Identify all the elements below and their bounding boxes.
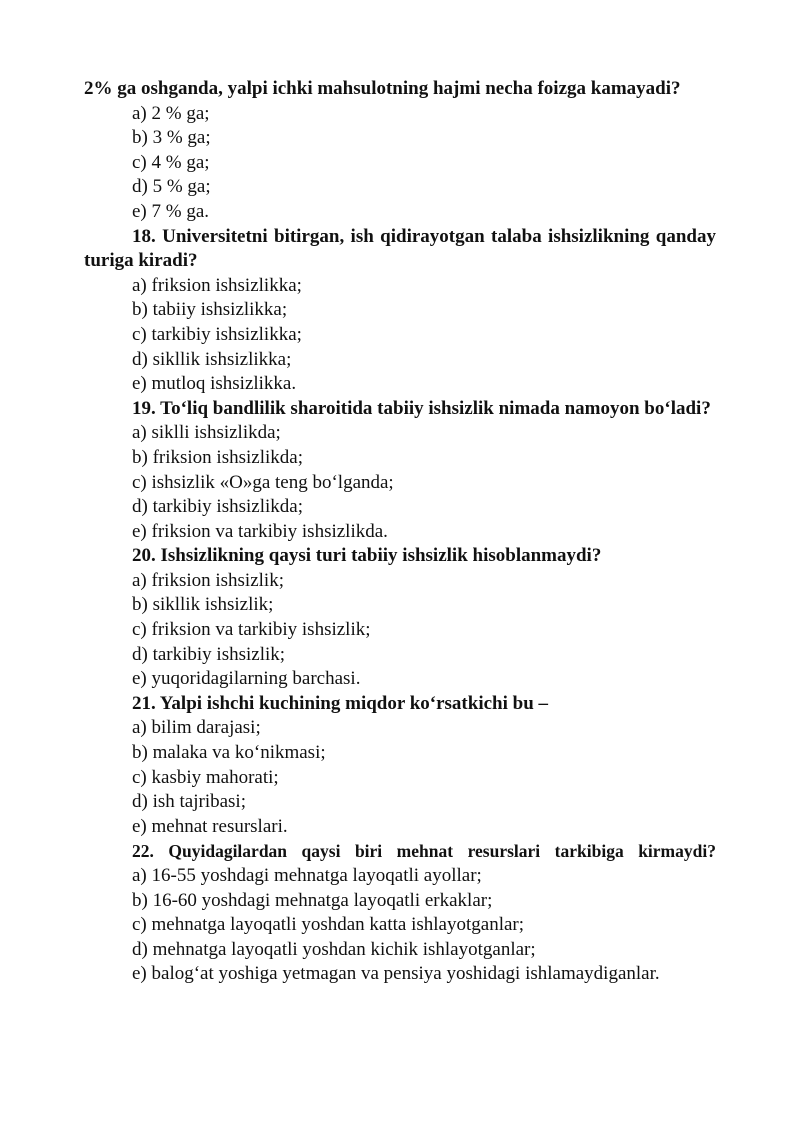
option-19-c: c) ishsizlik «O»ga teng bo‘lganda; [132, 471, 394, 493]
option-20-d: d) tarkibiy ishsizlik; [132, 643, 286, 665]
option-20-c: c) friksion va tarkibiy ishsizlik; [132, 619, 371, 641]
question-18: 18. Universitetni bitirgan, ish qidirayotgan talaba ishsizlikning qanday turiga kiradi? [84, 225, 716, 272]
question-19: 19. To‘liq bandlilik sharoitida tabiiy ishsizlik nimada namoyon bo‘ladi? [132, 397, 711, 419]
option-20-b: b) sikllik ishsizlik; [132, 594, 274, 616]
option-17-b: b) 3 % ga; [132, 127, 211, 149]
option-22-c: c) mehnatga layoqatli yoshdan katta ishlayotganlar; [132, 914, 525, 936]
question-list [84, 77, 716, 987]
option-18-d: d) sikllik ishsizlikka; [132, 348, 292, 370]
option-21-e: e) mehnat resurslari. [132, 815, 288, 837]
question-20: 20. Ishsizlikning qaysi turi tabiiy ishsizlik hisoblanmaydi? [132, 545, 602, 567]
option-21-d: d) ish tajribasi; [132, 791, 246, 813]
question-21: 21. Yalpi ishchi kuchining miqdor ko‘rsatkichi bu – [132, 692, 549, 714]
option-17-a: a) 2 % ga; [132, 102, 210, 124]
option-19-e: e) friksion va tarkibiy ishsizlikda. [132, 520, 388, 542]
option-17-e: e) 7 % ga. [132, 200, 210, 222]
option-22-a: a) 16-55 yoshdagi mehnatga layoqatli ayollar; [132, 865, 482, 886]
question-22: 22. Quyidagilardan qaysi biri mehnat resurslari tarkibiga kirmaydi? [132, 841, 716, 862]
option-18-c: c) tarkibiy ishsizlikka; [132, 323, 302, 345]
option-17-c: c) 4 % ga; [132, 151, 210, 173]
option-18-a: a) friksion ishsizlikka; [132, 274, 302, 296]
option-20-e: e) yuqoridagilarning barchasi. [132, 668, 361, 690]
option-20-a: a) friksion ishsizlik; [132, 569, 284, 591]
option-21-a: a) bilim darajasi; [132, 717, 261, 739]
option-18-b: b) tabiiy ishsizlikka; [132, 299, 288, 321]
option-22-e: e) balog‘at yoshiga yetmagan va pensiya yoshidagi ishlamaydiganlar. [132, 963, 660, 985]
option-22-d: d) mehnatga layoqatli yoshdan kichik ishlayotganlar; [132, 938, 536, 960]
option-17-d: d) 5 % ga; [132, 176, 211, 198]
question-17-continuation: 2% ga oshganda, yalpi ichki mahsulotning hajmi necha foizga kamayadi? [84, 78, 681, 99]
option-19-d: d) tarkibiy ishsizlikda; [132, 496, 303, 518]
option-21-c: c) kasbiy mahorati; [132, 766, 279, 788]
option-22-b: b) 16-60 yoshdagi mehnatga layoqatli erkaklar; [132, 889, 493, 911]
option-21-b: b) malaka va ko‘nikmasi; [132, 742, 326, 764]
option-19-b: b) friksion ishsizlikda; [132, 446, 303, 468]
option-18-e: e) mutloq ishsizlikka. [132, 373, 297, 395]
option-19-a: a) siklli ishsizlikda; [132, 422, 281, 444]
